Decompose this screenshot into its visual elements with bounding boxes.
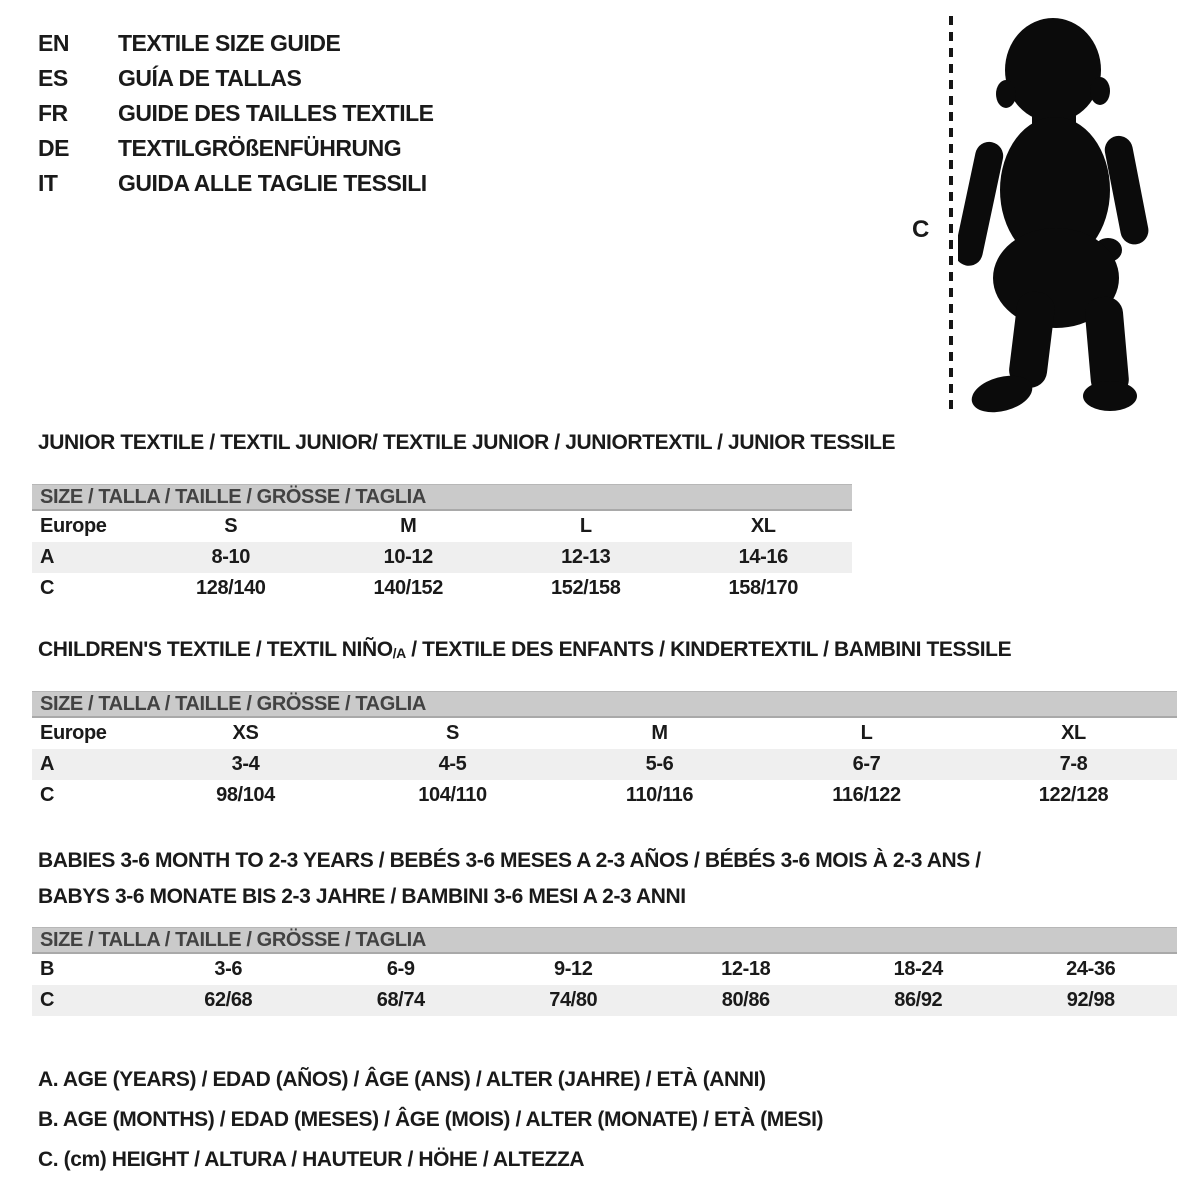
size-cell: 12-18 bbox=[721, 958, 771, 980]
children-size-table bbox=[32, 691, 1177, 811]
size-cell: 4-5 bbox=[438, 753, 467, 775]
table-row bbox=[32, 511, 852, 542]
size-cell: M bbox=[651, 722, 668, 744]
language-title-list bbox=[38, 26, 434, 201]
babies-section-title bbox=[38, 843, 981, 915]
size-cell: 7-8 bbox=[1059, 753, 1088, 775]
size-cell: 62/68 bbox=[204, 989, 253, 1011]
size-cell: 12-13 bbox=[561, 546, 611, 568]
size-cell: 86/92 bbox=[894, 989, 943, 1011]
lang-title: TEXTILGRÖßENFÜHRUNG bbox=[118, 135, 402, 161]
row-label: Europe bbox=[40, 515, 107, 537]
size-cell: 6-7 bbox=[852, 753, 881, 775]
size-cell: 116/122 bbox=[832, 784, 901, 806]
note-age-years: A. AGE (YEARS) / EDAD (AÑOS) / ÂGE (ANS) / ALTER (JAHRE) / ETÀ (ANNI) bbox=[38, 1068, 766, 1091]
lang-title: GUIDA ALLE TAGLIE TESSILI bbox=[118, 170, 427, 196]
table-row bbox=[32, 985, 1177, 1016]
lang-row-es bbox=[38, 61, 434, 96]
lang-title: GUIDE DES TAILLES TEXTILE bbox=[118, 100, 434, 126]
children-title-rest: / TEXTILE DES ENFANTS / KINDERTEXTIL / BAMBINI TESSILE bbox=[405, 638, 1012, 661]
size-cell: XS bbox=[232, 722, 259, 744]
size-cell: S bbox=[224, 515, 238, 537]
table-row bbox=[32, 718, 1177, 749]
size-cell: 122/128 bbox=[1038, 784, 1109, 806]
note-age-months: B. AGE (MONTHS) / EDAD (MESES) / ÂGE (MOIS) / ALTER (MONATE) / ETÀ (MESI) bbox=[38, 1108, 824, 1131]
lang-code: FR bbox=[38, 100, 68, 126]
row-label: Europe bbox=[40, 722, 107, 744]
junior-section-title: JUNIOR TEXTILE / TEXTIL JUNIOR/ TEXTILE JUNIOR / JUNIORTEXTIL / JUNIOR TESSILE bbox=[38, 431, 896, 454]
size-cell: 158/170 bbox=[728, 577, 798, 599]
babies-size-table bbox=[32, 927, 1177, 1016]
size-cell: 152/158 bbox=[551, 577, 621, 599]
note-height-cm: C. (cm) HEIGHT / ALTURA / HAUTEUR / HÖHE / ALTEZZA bbox=[38, 1148, 585, 1171]
size-cell: 3-6 bbox=[214, 958, 243, 980]
size-cell: 5-6 bbox=[645, 753, 674, 775]
size-cell: 92/98 bbox=[1066, 989, 1115, 1011]
babies-title-line1: BABIES 3-6 MONTH TO 2-3 YEARS / BEBÉS 3-6 MESES A 2-3 AÑOS / BÉBÉS 3-6 MOIS À 2-3 ANS / bbox=[38, 849, 981, 872]
lang-code: EN bbox=[38, 30, 69, 56]
size-cell: L bbox=[860, 722, 873, 744]
size-cell: 128/140 bbox=[196, 577, 266, 599]
size-header-bar: SIZE / TALLA / TAILLE / GRÖSSE / TAGLIA bbox=[32, 691, 1177, 718]
size-cell: 14-16 bbox=[738, 546, 788, 568]
lang-title: GUÍA DE TALLAS bbox=[118, 65, 302, 91]
size-cell: XL bbox=[1061, 722, 1086, 744]
lang-code: IT bbox=[38, 170, 58, 196]
size-cell: 74/80 bbox=[549, 989, 598, 1011]
size-cell: 9-12 bbox=[554, 958, 593, 980]
row-label: B bbox=[40, 958, 55, 980]
size-cell: XL bbox=[750, 515, 776, 537]
toddler-silhouette-icon bbox=[958, 14, 1150, 422]
size-cell: 18-24 bbox=[893, 958, 943, 980]
size-cell: 10-12 bbox=[383, 546, 433, 568]
children-section-title bbox=[38, 638, 1011, 662]
table-row bbox=[32, 542, 852, 573]
size-cell: 110/116 bbox=[625, 784, 694, 806]
lang-code: ES bbox=[38, 65, 68, 91]
size-cell: 140/152 bbox=[373, 577, 443, 599]
size-cell: 104/110 bbox=[418, 784, 487, 806]
lang-title: TEXTILE SIZE GUIDE bbox=[118, 30, 341, 56]
row-label: C bbox=[40, 784, 55, 806]
size-cell: M bbox=[400, 515, 417, 537]
lang-row-de bbox=[38, 131, 434, 166]
lang-row-it bbox=[38, 166, 434, 201]
row-label: A bbox=[40, 546, 55, 568]
height-measure-dashed-line bbox=[949, 16, 953, 416]
lang-row-fr bbox=[38, 96, 434, 131]
junior-size-table bbox=[32, 484, 852, 604]
table-row bbox=[32, 954, 1177, 985]
babies-title-line2: BABYS 3-6 MONATE BIS 2-3 JAHRE / BAMBINI 3-6 MESI A 2-3 ANNI bbox=[38, 885, 686, 908]
size-cell: L bbox=[579, 515, 592, 537]
size-cell: 8-10 bbox=[211, 546, 250, 568]
legend-notes bbox=[38, 1060, 823, 1180]
table-row bbox=[32, 749, 1177, 780]
size-cell: 24-36 bbox=[1066, 958, 1116, 980]
size-cell: S bbox=[446, 722, 459, 744]
row-label: C bbox=[40, 577, 55, 599]
size-cell: 80/86 bbox=[721, 989, 770, 1011]
lang-row-en bbox=[38, 26, 434, 61]
table-row bbox=[32, 573, 852, 604]
size-cell: 6-9 bbox=[386, 958, 415, 980]
table-row bbox=[32, 780, 1177, 811]
size-header-bar: SIZE / TALLA / TAILLE / GRÖSSE / TAGLIA bbox=[32, 484, 852, 511]
row-label: A bbox=[40, 753, 55, 775]
children-title-main: CHILDREN'S TEXTILE / TEXTIL NIÑO bbox=[38, 638, 393, 661]
figure-height-label: C bbox=[912, 216, 930, 243]
size-cell: 68/74 bbox=[376, 989, 425, 1011]
lang-code: DE bbox=[38, 135, 69, 161]
children-title-sub: /A bbox=[392, 645, 406, 661]
size-header-bar: SIZE / TALLA / TAILLE / GRÖSSE / TAGLIA bbox=[32, 927, 1177, 954]
size-cell: 3-4 bbox=[231, 753, 260, 775]
size-cell: 98/104 bbox=[216, 784, 275, 806]
row-label: C bbox=[40, 989, 55, 1011]
